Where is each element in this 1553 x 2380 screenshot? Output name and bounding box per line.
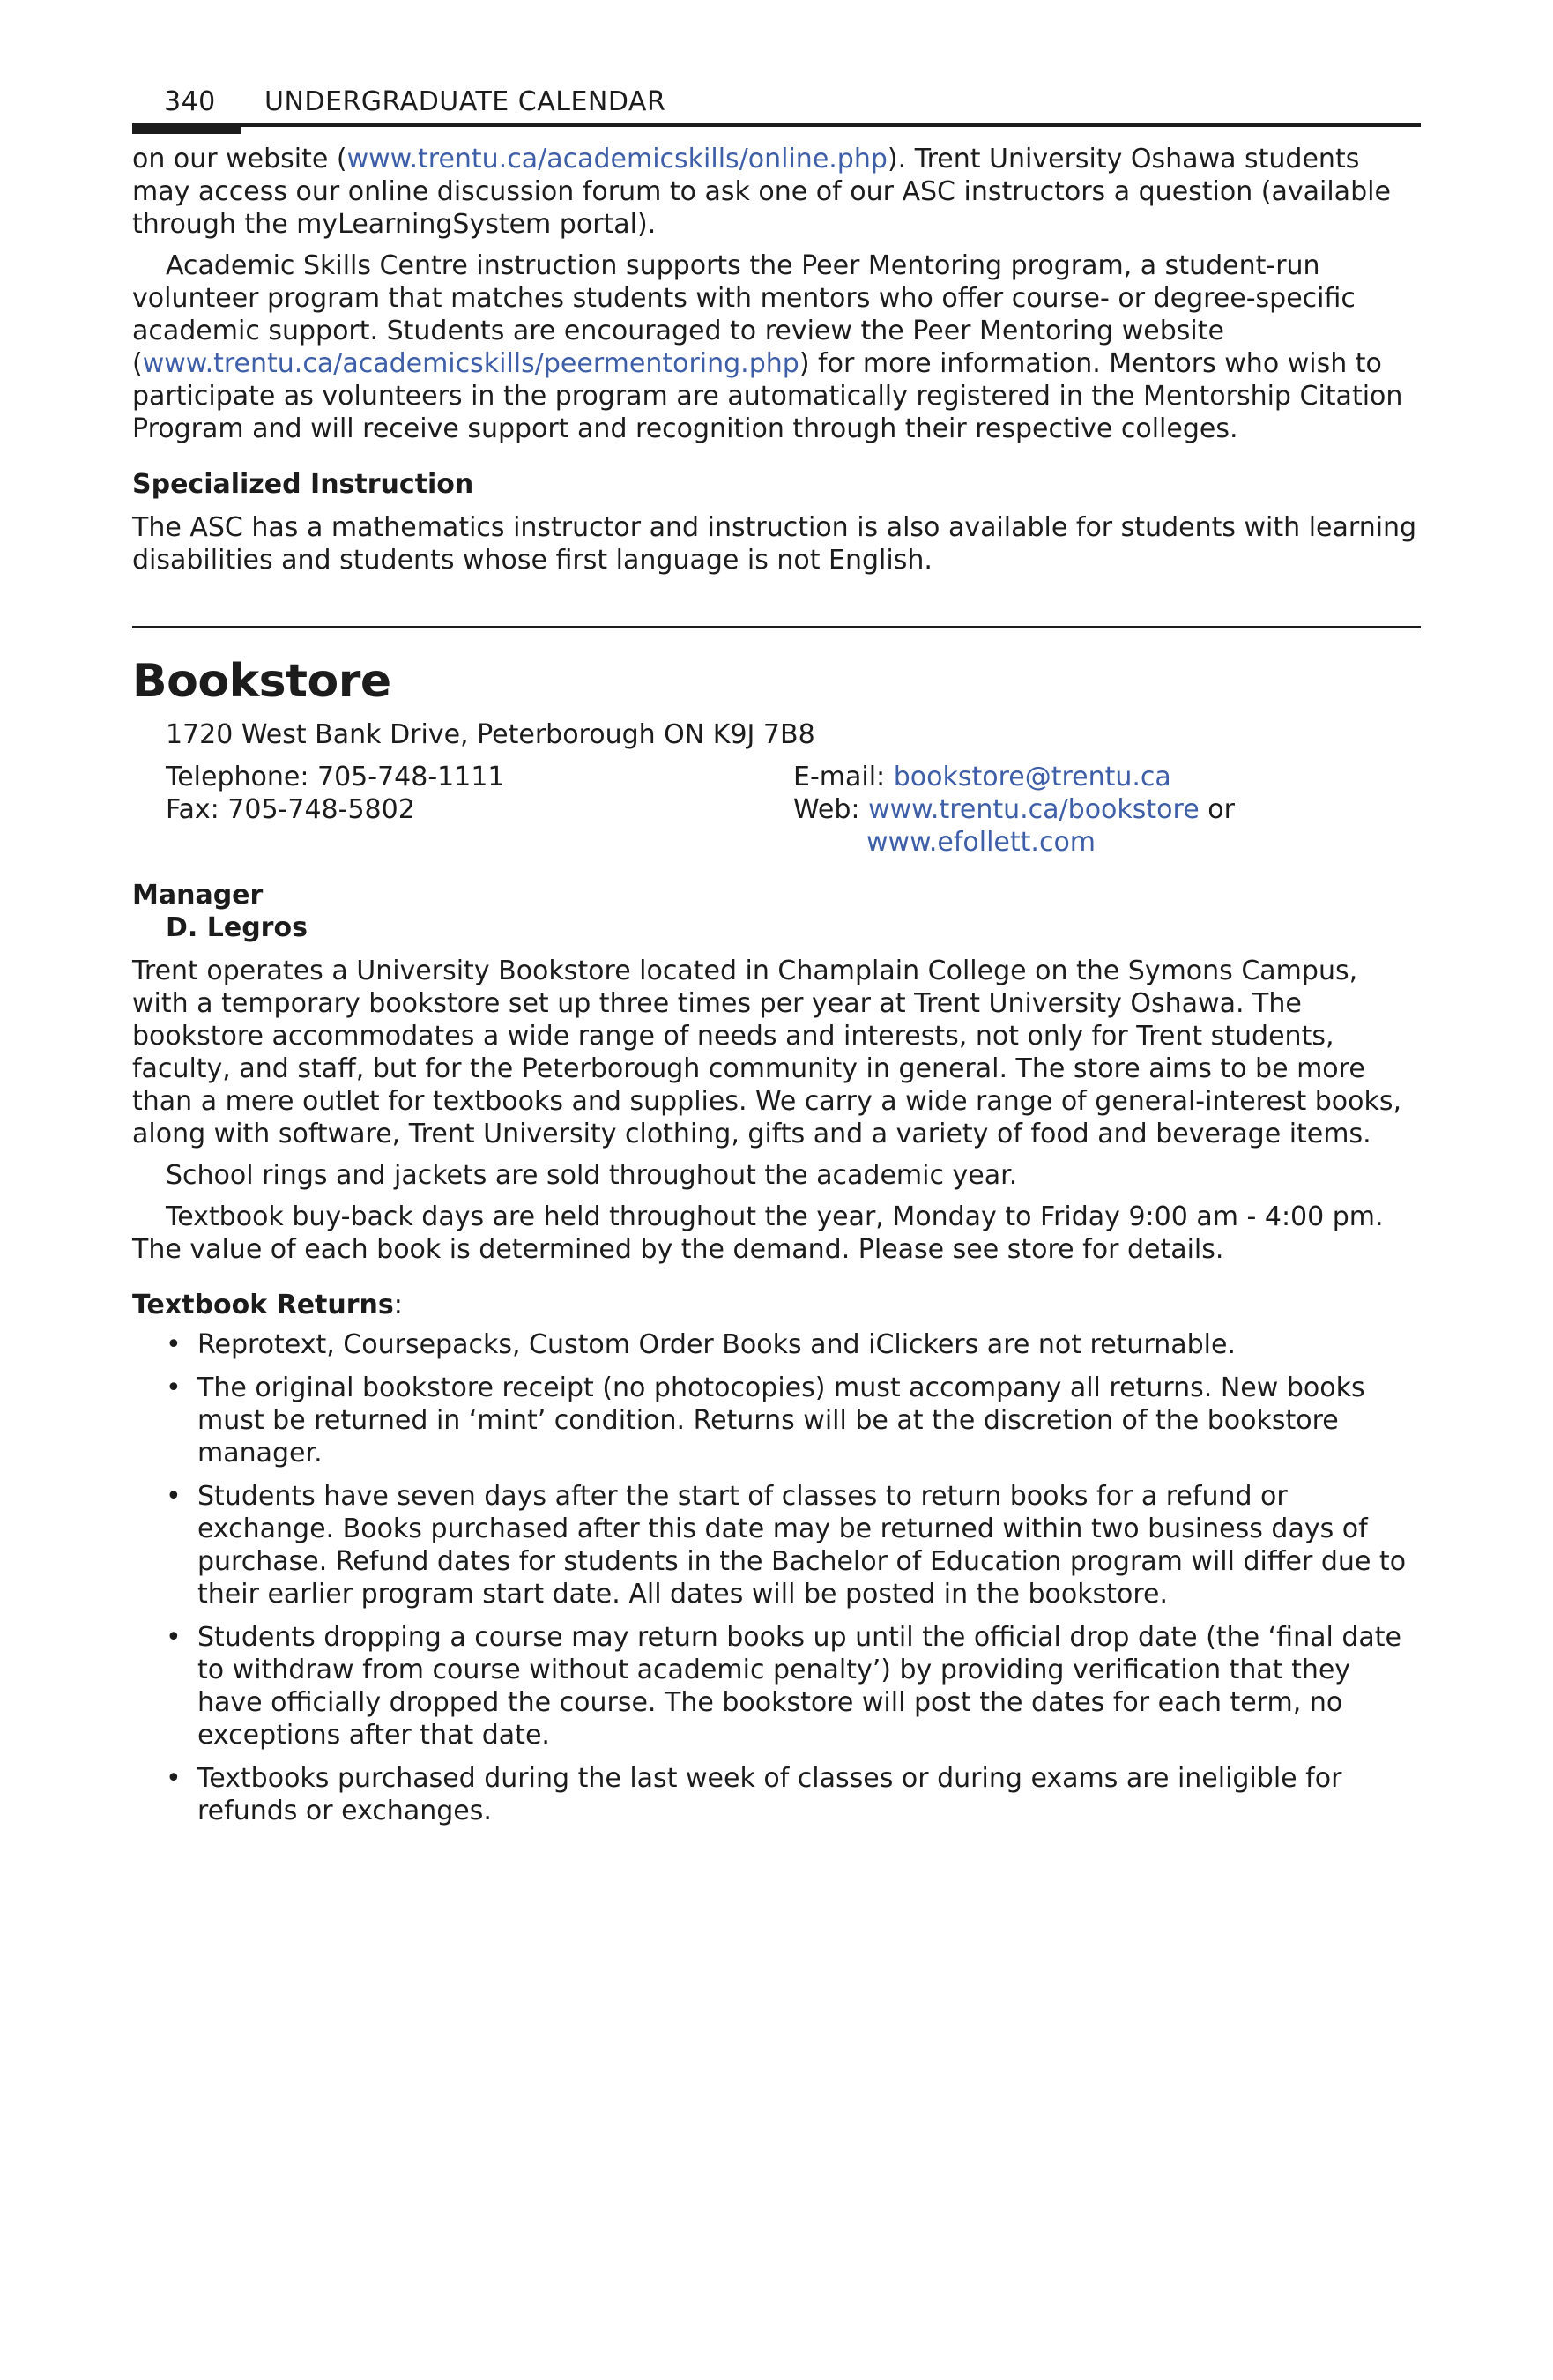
list-item <box>132 1762 1421 1827</box>
web-line-2 <box>866 826 1096 859</box>
intro-text: ) for more information. Mentors who wish to participate as volunteers in the program are automatically registered in the Mentorship Citation Program and will receive support and recognition through their respective colleges. <box>132 348 1403 444</box>
list-item-text: Students have seven days after the start of classes to return books for a refund or exchange. Books purchased after this date may be returned within two business days of purchase. Refund dates for students in the Bachelor of Education program will differ due to their earlier program start date. All dates will be posted in the bookstore. <box>197 1481 1407 1610</box>
bookstore-web-link[interactable]: www.trentu.ca/bookstore <box>868 794 1200 825</box>
specialized-text: The ASC has a mathematics instructor and instruction is also available for students with learning disabilities and students whose first language is not English. <box>132 512 1417 576</box>
list-item-text: Reprotext, Coursepacks, Custom Order Books and iClickers are not returnable. <box>197 1329 1237 1360</box>
returns-list <box>132 1328 1421 1827</box>
bullet-icon: • <box>166 1372 182 1403</box>
bullet-icon: • <box>166 1622 182 1653</box>
contact-block <box>132 718 1421 875</box>
list-item <box>132 1621 1421 1752</box>
bookstore-paragraph-3: Textbook buy-back days are held throughout the year, Monday to Friday 9:00 am - 4:00 pm. The value of each book is determined by the demand. Please see store for details. <box>132 1201 1384 1265</box>
intro-paragraph-1 <box>132 143 1421 241</box>
list-item-text: Textbooks purchased during the last week of classes or during exams are ineligible for refunds or exchanges. <box>197 1763 1342 1826</box>
fax: Fax: 705-748-5802 <box>166 794 415 825</box>
intro-text: ). Trent University Oshawa students may access our online discussion forum to ask one of our ASC instructors a question (available through the myLearningSystem portal). <box>132 144 1391 240</box>
document-page <box>132 78 1421 1838</box>
running-header <box>132 78 1421 125</box>
running-title: UNDERGRADUATE CALENDAR <box>264 86 666 117</box>
list-item <box>132 1328 1421 1361</box>
web-line <box>793 793 1235 826</box>
page-number: 340 <box>164 86 216 117</box>
bookstore-heading: Bookstore <box>132 655 391 708</box>
list-item-text: The original bookstore receipt (no photocopies) must accompany all returns. New books must be returned in ‘mint’ condition. Returns will be at the discretion of the bookstore manager. <box>197 1372 1365 1469</box>
web-label: Web: <box>793 794 869 825</box>
section-divider <box>132 626 1421 628</box>
intro-paragraph-2 <box>132 249 1421 445</box>
manager-block <box>132 879 1421 944</box>
header-tab-bar <box>132 123 241 134</box>
returns-heading-line <box>132 1289 1421 1321</box>
list-item <box>132 1480 1421 1610</box>
address: 1720 West Bank Drive, Peterborough ON K9J 7B8 <box>166 719 815 750</box>
online-link[interactable]: www.trentu.ca/academicskills/online.php <box>346 144 888 175</box>
peer-mentoring-link[interactable]: www.trentu.ca/academicskills/peermentoring.php <box>142 348 799 379</box>
returns-heading: Textbook Returns <box>132 1290 394 1320</box>
web-or: or <box>1199 794 1235 825</box>
list-item <box>132 1372 1421 1469</box>
header-rule <box>132 123 1421 127</box>
intro-text: Academic Skills Centre instruction supports the Peer Mentoring program, a student-run volunteer program that matches students with mentors who offer course- or degree-specific academic support. Students are encouraged to review the Peer Mentoring website ( <box>132 250 1356 379</box>
bullet-icon: • <box>166 1763 182 1794</box>
email-label: E-mail: <box>793 762 894 792</box>
bookstore-paragraph-2: School rings and jackets are sold throughout the academic year. <box>166 1160 1018 1191</box>
email-line <box>793 761 1171 793</box>
list-item-text: Students dropping a course may return books up until the official drop date (the ‘final date to withdraw from course without academic penalty’) by providing verification that they have officially dropped the course. The bookstore will post the dates for each term, no exceptions after that date. <box>197 1622 1401 1751</box>
bullet-icon: • <box>166 1329 182 1360</box>
manager-name: D. Legros <box>166 912 308 943</box>
bullet-icon: • <box>166 1481 182 1512</box>
efollett-link[interactable]: www.efollett.com <box>866 827 1096 858</box>
specialized-heading: Specialized Instruction <box>132 469 474 500</box>
email-link[interactable]: bookstore@trentu.ca <box>893 762 1171 792</box>
bookstore-paragraph-1: Trent operates a University Bookstore located in Champlain College on the Symons Campus, with a temporary bookstore set up three times per year at Trent University Oshawa. The bookstore accommodates a wide range of needs and interests, not only for Trent students, faculty, and staff, but for the Peterborough community in general. The store aims to be more than a mere outlet for textbooks and supplies. We carry a wide range of general-interest books, along with software, Trent University clothing, gifts and a variety of food and beverage items. <box>132 956 1402 1149</box>
manager-label: Manager <box>132 880 264 911</box>
intro-text: on our website ( <box>132 144 347 175</box>
telephone: Telephone: 705-748-1111 <box>166 762 505 792</box>
returns-colon: : <box>393 1290 403 1320</box>
